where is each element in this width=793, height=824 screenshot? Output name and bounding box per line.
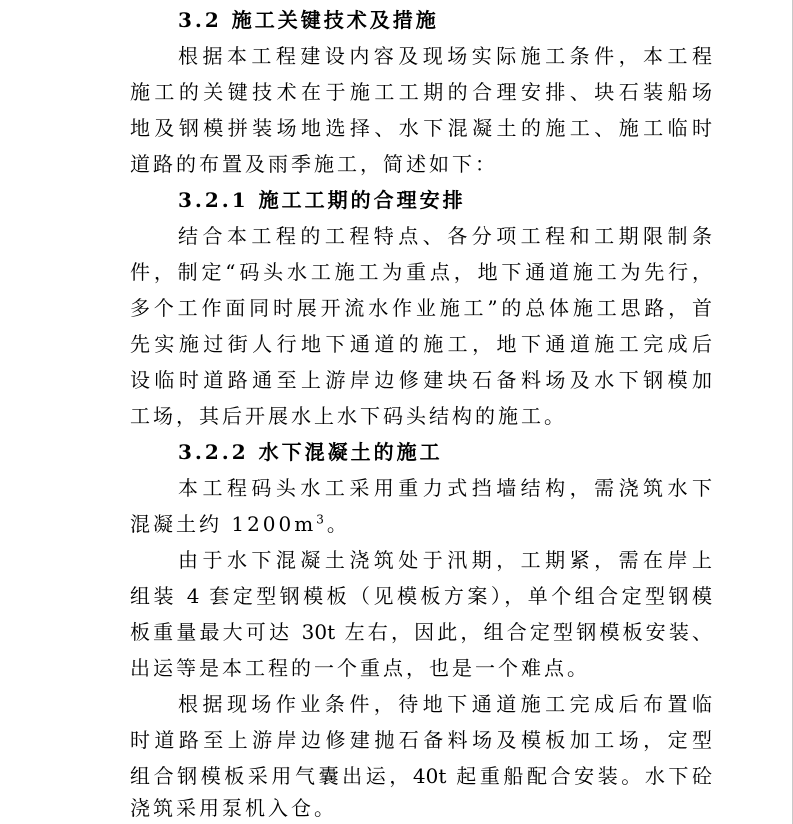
paragraph-line: 结合本工程的工程特点、各分项工程和工期限制条	[178, 224, 712, 248]
paragraph-line: 道路的布置及雨季施工，简述如下：	[130, 152, 498, 176]
paragraph-line: 先实施过街人行地下通道的施工，地下通道施工完成后	[130, 332, 712, 356]
paragraph-line: 工场，其后开展水上水下码头结构的施工。	[130, 404, 567, 428]
paragraph-line: 多个工作面同时展开流水作业施工”的总体施工思路，首	[130, 296, 712, 320]
volume-text: 混凝土约 1200m	[130, 512, 317, 536]
paragraph-line: 时道路至上游岸边修建抛石备料场及模板加工场，定型	[130, 728, 712, 752]
paragraph-line: 施工的关键技术在于施工工期的合理安排、块石装船场	[130, 80, 712, 104]
section-heading-3-2-1: 3.2.1 施工工期的合理安排	[178, 188, 466, 212]
paragraph-line: 组装 4 套定型钢模板（见模板方案），单个组合定型钢模	[130, 584, 712, 608]
section-heading-3-2: 3.2 施工关键技术及措施	[178, 8, 439, 32]
paragraph-line: 根据本工程建设内容及现场实际施工条件，本工程	[178, 44, 712, 68]
paragraph-line: 根据现场作业条件，待地下通道施工完成后布置临	[178, 692, 712, 716]
paragraph-line: 地及钢模拼装场地选择、水下混凝土的施工、施工临时	[130, 116, 712, 140]
paragraph-line-volume	[130, 510, 350, 538]
paragraph-line: 件，制定“码头水工施工为重点，地下通道施工为先行，	[130, 260, 712, 284]
paragraph-line: 浇筑采用泵机入仓。	[130, 796, 337, 820]
paragraph-line: 由于水下混凝土浇筑处于汛期，工期紧，需在岸上	[178, 548, 712, 572]
paragraph-line: 出运等是本工程的一个重点，也是一个难点。	[130, 656, 590, 680]
cubic-superscript: 3	[316, 512, 327, 527]
paragraph-line: 本工程码头水工采用重力式挡墙结构，需浇筑水下	[178, 476, 712, 500]
section-heading-3-2-2: 3.2.2 水下混凝土的施工	[178, 440, 443, 464]
paragraph-line: 组合钢模板采用气囊出运，40t 起重船配合安装。水下砼	[130, 764, 712, 788]
paragraph-line: 板重量最大可达 30t 左右，因此，组合定型钢模板安装、	[130, 620, 712, 644]
volume-period: 。	[326, 512, 350, 536]
paragraph-line: 设临时道路通至上游岸边修建块石备料场及水下钢模加	[130, 368, 712, 392]
